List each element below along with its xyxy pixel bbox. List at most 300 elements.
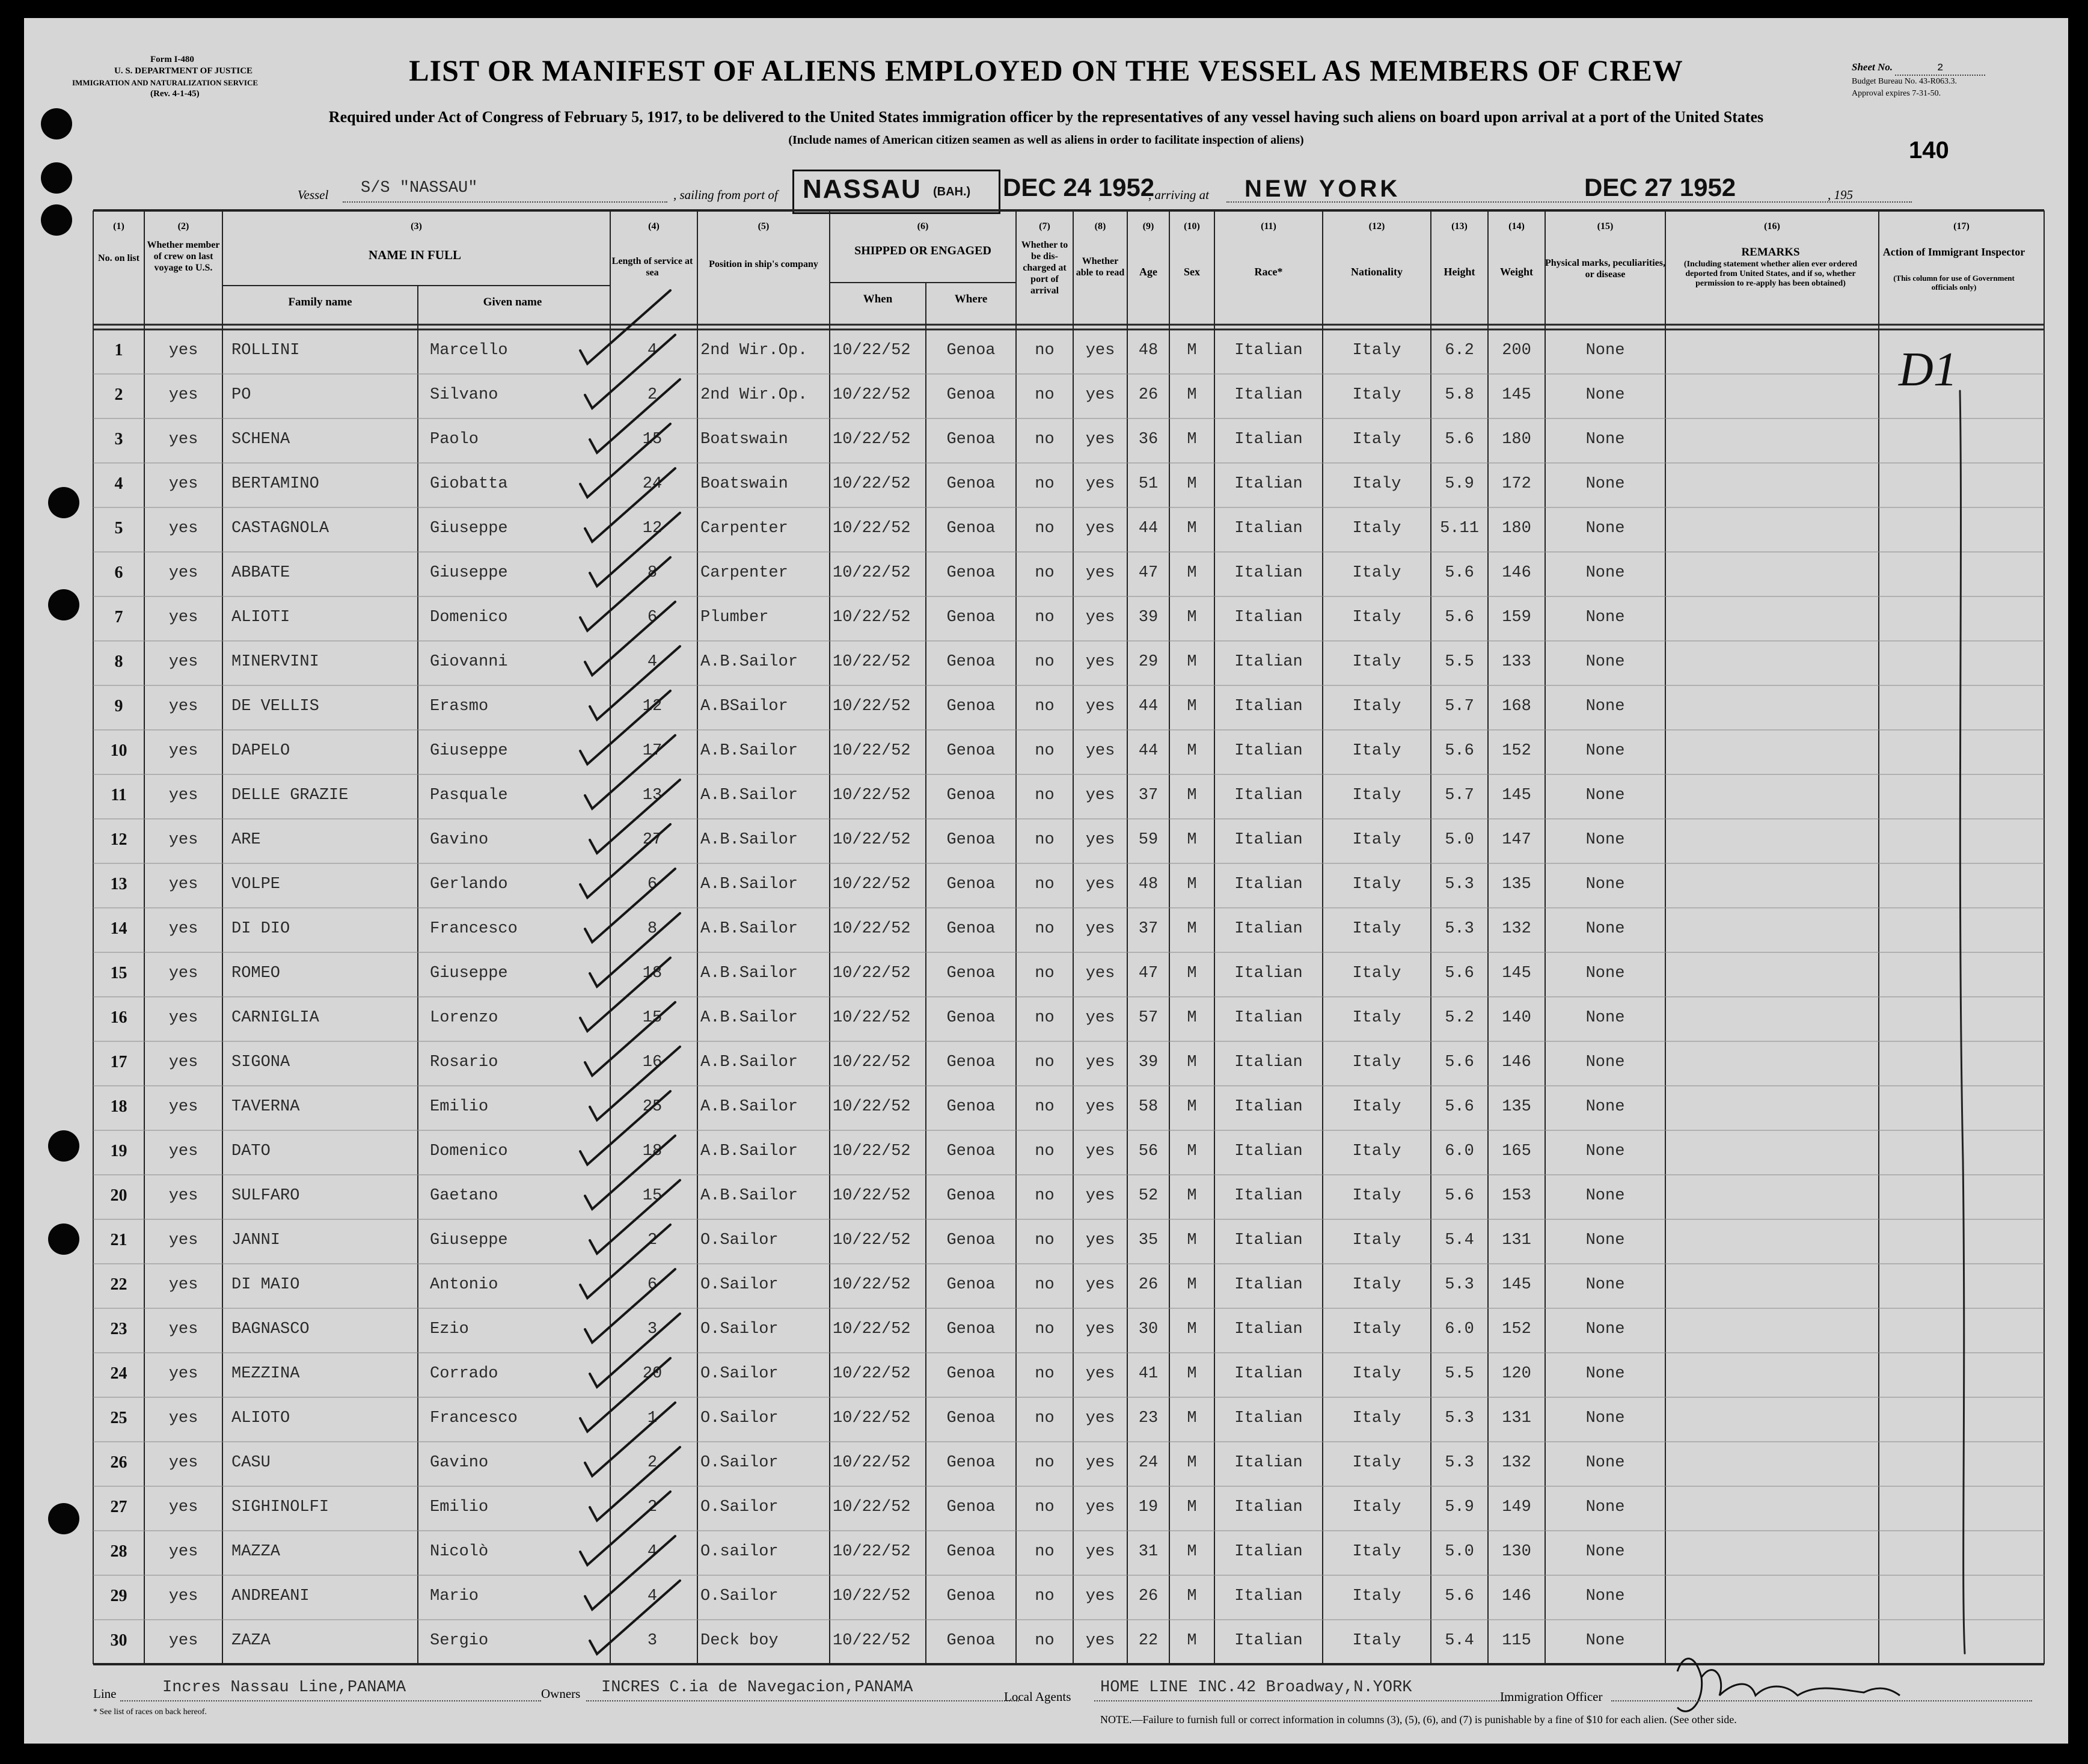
discharged-flag: no xyxy=(1035,1098,1055,1116)
header-weight: Weight xyxy=(1499,266,1533,278)
departure-port-note: (BAH.) xyxy=(933,185,971,198)
row-number: 13 xyxy=(110,875,127,893)
column-number: (15) xyxy=(1597,221,1614,231)
nationality: Italy xyxy=(1352,341,1401,360)
sex: M xyxy=(1187,786,1197,804)
discharged-flag: no xyxy=(1035,475,1055,493)
engaged-place: Genoa xyxy=(946,964,996,982)
discharged-flag: no xyxy=(1035,1543,1055,1561)
discharged-flag: no xyxy=(1035,653,1055,671)
engaged-date: 10/22/52 xyxy=(833,1409,911,1427)
can-read-flag: yes xyxy=(1085,1098,1115,1116)
engaged-date: 10/22/52 xyxy=(833,1142,911,1160)
service-length: 2 xyxy=(647,1231,658,1249)
can-read-flag: yes xyxy=(1085,1187,1115,1205)
height: 5.6 xyxy=(1445,964,1474,982)
given-name: Giuseppe xyxy=(430,564,508,582)
discharged-flag: no xyxy=(1035,341,1055,360)
discharged-flag: no xyxy=(1035,964,1055,982)
race: Italian xyxy=(1234,964,1303,982)
engaged-place: Genoa xyxy=(946,831,996,849)
height: 5.6 xyxy=(1445,1587,1474,1605)
can-read-flag: yes xyxy=(1085,1498,1115,1516)
column-number: (11) xyxy=(1261,221,1276,231)
row-number: 28 xyxy=(110,1542,127,1561)
sex: M xyxy=(1187,1009,1197,1027)
header-height: Height xyxy=(1444,266,1475,278)
engaged-date: 10/22/52 xyxy=(833,1320,911,1338)
weight: 147 xyxy=(1502,831,1531,849)
family-name: ALIOTI xyxy=(231,608,290,626)
race: Italian xyxy=(1234,1142,1303,1160)
crew-member-flag: yes xyxy=(168,1365,198,1383)
weight: 130 xyxy=(1502,1543,1531,1561)
family-name: DI MAIO xyxy=(231,1276,300,1294)
service-length: 8 xyxy=(647,920,658,938)
nationality: Italy xyxy=(1352,1409,1401,1427)
sex: M xyxy=(1187,1454,1197,1472)
engaged-date: 10/22/52 xyxy=(833,653,911,671)
discharged-flag: no xyxy=(1035,1053,1055,1071)
age: 36 xyxy=(1138,430,1159,449)
crew-member-flag: yes xyxy=(168,1409,198,1427)
nationality: Italy xyxy=(1352,1543,1401,1561)
can-read-flag: yes xyxy=(1085,1365,1115,1383)
family-name: VOLPE xyxy=(231,875,281,893)
service-length: 4 xyxy=(647,653,658,671)
age: 48 xyxy=(1138,341,1159,360)
discharged-flag: no xyxy=(1035,1187,1055,1205)
service-length: 15 xyxy=(642,1009,663,1027)
row-number: 6 xyxy=(114,563,123,582)
family-name: ZAZA xyxy=(231,1632,271,1650)
ship-position: A.B.Sailor xyxy=(700,1142,798,1160)
column-number: (3) xyxy=(411,221,422,231)
race: Italian xyxy=(1234,1409,1303,1427)
age: 30 xyxy=(1138,1320,1159,1338)
check-mark xyxy=(580,1091,670,1165)
engaged-place: Genoa xyxy=(946,1098,996,1116)
given-name: Sergio xyxy=(430,1632,489,1650)
page-subtitle: Required under Act of Congress of February 5, 1917, to be delivered to the United States immigration officer by the representatives of any vessel having such aliens on board upon arrival at a port of the United States xyxy=(328,108,1764,126)
family-name: PO xyxy=(231,386,251,404)
engaged-date: 10/22/52 xyxy=(833,1632,911,1650)
check-mark xyxy=(590,1447,680,1521)
weight: 149 xyxy=(1502,1498,1531,1516)
family-name: DATO xyxy=(231,1142,271,1160)
can-read-flag: yes xyxy=(1085,1276,1115,1294)
row-number: 12 xyxy=(110,830,127,849)
given-name: Giuseppe xyxy=(430,1231,508,1249)
punch-hole xyxy=(48,1223,79,1255)
height: 5.3 xyxy=(1445,1276,1474,1294)
service-length: 12 xyxy=(642,697,663,715)
ship-position: A.B.Sailor xyxy=(700,964,798,982)
row-number: 19 xyxy=(110,1142,127,1160)
sex: M xyxy=(1187,697,1197,715)
age: 44 xyxy=(1138,697,1159,715)
crew-member-flag: yes xyxy=(168,1009,198,1027)
physical-marks: None xyxy=(1585,386,1625,404)
header-race: Race* xyxy=(1254,266,1283,278)
page-number: 140 xyxy=(1909,137,1949,164)
engaged-date: 10/22/52 xyxy=(833,1276,911,1294)
can-read-flag: yes xyxy=(1085,742,1115,760)
discharged-flag: no xyxy=(1035,697,1055,715)
family-name: ROLLINI xyxy=(231,341,300,360)
engaged-place: Genoa xyxy=(946,430,996,449)
header-sex: Sex xyxy=(1184,266,1200,278)
service-length: 2 xyxy=(647,386,658,404)
sex: M xyxy=(1187,1409,1197,1427)
crew-member-flag: yes xyxy=(168,1454,198,1472)
discharged-flag: no xyxy=(1035,1231,1055,1249)
owners-fill xyxy=(586,1700,1019,1701)
sex: M xyxy=(1187,1365,1197,1383)
row-number: 4 xyxy=(114,474,123,493)
physical-marks: None xyxy=(1585,341,1625,360)
height: 5.0 xyxy=(1445,1543,1474,1561)
punch-hole xyxy=(48,589,79,620)
engaged-place: Genoa xyxy=(946,786,996,804)
engaged-date: 10/22/52 xyxy=(833,1187,911,1205)
sex: M xyxy=(1187,875,1197,893)
family-name: CARNIGLIA xyxy=(231,1009,319,1027)
check-mark xyxy=(585,602,675,675)
nationality: Italy xyxy=(1352,1498,1401,1516)
weight: 140 xyxy=(1502,1009,1531,1027)
physical-marks: None xyxy=(1585,1409,1625,1427)
check-mark xyxy=(590,1314,680,1387)
nationality: Italy xyxy=(1352,430,1401,449)
race: Italian xyxy=(1234,1098,1303,1116)
given-name: Domenico xyxy=(430,608,508,626)
engaged-place: Genoa xyxy=(946,519,996,537)
height: 6.0 xyxy=(1445,1142,1474,1160)
nationality: Italy xyxy=(1352,608,1401,626)
height: 5.6 xyxy=(1445,1098,1474,1116)
physical-marks: None xyxy=(1585,1454,1625,1472)
shipping-line: Incres Nassau Line,PANAMA xyxy=(162,1679,406,1697)
family-name: SCHENA xyxy=(231,430,290,449)
race: Italian xyxy=(1234,430,1303,449)
race: Italian xyxy=(1234,742,1303,760)
row-number: 9 xyxy=(114,697,123,715)
row-number: 8 xyxy=(114,652,123,671)
given-name: Rosario xyxy=(430,1053,498,1071)
weight: 180 xyxy=(1502,430,1531,449)
nationality: Italy xyxy=(1352,1187,1401,1205)
family-name: ABBATE xyxy=(231,564,290,582)
header-when: When xyxy=(863,293,893,305)
can-read-flag: yes xyxy=(1085,697,1115,715)
physical-marks: None xyxy=(1585,1498,1625,1516)
check-mark xyxy=(585,335,675,408)
physical-marks: None xyxy=(1585,1365,1625,1383)
service-length: 15 xyxy=(642,1187,663,1205)
row-number: 30 xyxy=(110,1631,127,1650)
weight: 145 xyxy=(1502,786,1531,804)
race: Italian xyxy=(1234,564,1303,582)
physical-marks: None xyxy=(1585,831,1625,849)
discharged-flag: no xyxy=(1035,1454,1055,1472)
nationality: Italy xyxy=(1352,964,1401,982)
nationality: Italy xyxy=(1352,1632,1401,1650)
column-number: (5) xyxy=(758,221,770,231)
row-number: 5 xyxy=(114,519,123,537)
engaged-place: Genoa xyxy=(946,386,996,404)
check-mark xyxy=(590,780,680,853)
column-number: (8) xyxy=(1094,221,1106,231)
service-name: IMMIGRATION AND NATURALIZATION SERVICE xyxy=(72,78,259,87)
sex: M xyxy=(1187,386,1197,404)
row-number: 11 xyxy=(111,786,127,804)
height: 6.2 xyxy=(1445,341,1474,360)
local-agents-label: Local Agents xyxy=(1004,1689,1071,1704)
agents-fill xyxy=(1094,1700,1509,1701)
check-mark xyxy=(590,513,680,586)
given-name: Gavino xyxy=(430,831,489,849)
crew-member-flag: yes xyxy=(168,1187,198,1205)
vessel-owners: INCRES C.ia de Navegacion,PANAMA xyxy=(601,1679,913,1697)
header-length-of-service: Length of service at sea xyxy=(611,256,693,278)
nationality: Italy xyxy=(1352,1587,1401,1605)
engaged-date: 10/22/52 xyxy=(833,475,911,493)
can-read-flag: yes xyxy=(1085,831,1115,849)
crew-member-flag: yes xyxy=(168,608,198,626)
engaged-place: Genoa xyxy=(946,1009,996,1027)
physical-marks: None xyxy=(1585,564,1625,582)
header-shipped-engaged: SHIPPED OR ENGAGED xyxy=(854,244,991,257)
age: 47 xyxy=(1138,564,1159,582)
ship-position: O.Sailor xyxy=(700,1365,779,1383)
discharged-flag: no xyxy=(1035,1365,1055,1383)
age: 24 xyxy=(1138,1454,1159,1472)
sex: M xyxy=(1187,831,1197,849)
sex: M xyxy=(1187,1276,1197,1294)
sex: M xyxy=(1187,742,1197,760)
engaged-place: Genoa xyxy=(946,697,996,715)
column-number: (4) xyxy=(648,221,660,231)
engaged-date: 10/22/52 xyxy=(833,875,911,893)
sex: M xyxy=(1187,1320,1197,1338)
height: 5.3 xyxy=(1445,1454,1474,1472)
service-length: 16 xyxy=(642,1053,663,1071)
sheet-number-label: Sheet No. xyxy=(1852,61,1893,73)
discharged-flag: no xyxy=(1035,786,1055,804)
vessel-name: S/S "NASSAU" xyxy=(361,179,478,197)
row-number: 27 xyxy=(110,1498,127,1516)
family-name: DAPELO xyxy=(231,742,290,760)
family-name: ROMEO xyxy=(231,964,281,982)
column-number: (2) xyxy=(177,221,189,231)
given-name: Nicolò xyxy=(430,1543,489,1561)
weight: 135 xyxy=(1502,1098,1531,1116)
given-name: Erasmo xyxy=(430,697,489,715)
weight: 180 xyxy=(1502,519,1531,537)
nationality: Italy xyxy=(1352,653,1401,671)
physical-marks: None xyxy=(1585,430,1625,449)
family-name: TAVERNA xyxy=(231,1098,300,1116)
service-length: 27 xyxy=(642,831,663,849)
weight: 172 xyxy=(1502,475,1531,493)
age: 57 xyxy=(1138,1009,1159,1027)
departure-date-stamp: DEC 24 1952 xyxy=(1003,173,1155,201)
nationality: Italy xyxy=(1352,920,1401,938)
row-number: 25 xyxy=(110,1409,127,1427)
age: 59 xyxy=(1138,831,1159,849)
weight: 146 xyxy=(1502,1053,1531,1071)
family-name: SIGHINOLFI xyxy=(231,1498,329,1516)
race: Italian xyxy=(1234,608,1303,626)
can-read-flag: yes xyxy=(1085,475,1115,493)
race: Italian xyxy=(1234,1543,1303,1561)
engaged-place: Genoa xyxy=(946,653,996,671)
nationality: Italy xyxy=(1352,1098,1401,1116)
form-number: Form I-480 xyxy=(150,55,194,64)
physical-marks: None xyxy=(1585,519,1625,537)
ship-position: A.B.Sailor xyxy=(700,1009,798,1027)
officer-signature xyxy=(1677,1659,1900,1712)
age: 26 xyxy=(1138,386,1159,404)
race: Italian xyxy=(1234,1187,1303,1205)
engaged-place: Genoa xyxy=(946,1632,996,1650)
height: 5.0 xyxy=(1445,831,1474,849)
department-name: U. S. DEPARTMENT OF JUSTICE xyxy=(114,66,253,76)
engaged-date: 10/22/52 xyxy=(833,1587,911,1605)
ship-position: Deck boy xyxy=(700,1632,779,1650)
given-name: Mario xyxy=(430,1587,479,1605)
sex: M xyxy=(1187,1187,1197,1205)
row-number: 15 xyxy=(110,964,127,982)
age: 37 xyxy=(1138,920,1159,938)
row-number: 20 xyxy=(110,1186,127,1205)
row-number: 7 xyxy=(114,608,123,626)
race: Italian xyxy=(1234,386,1303,404)
service-length: 4 xyxy=(647,341,658,360)
nationality: Italy xyxy=(1352,1365,1401,1383)
sex: M xyxy=(1187,1543,1197,1561)
age: 51 xyxy=(1138,475,1159,493)
age: 23 xyxy=(1138,1409,1159,1427)
service-length: 6 xyxy=(647,608,658,626)
header-nationality: Nationality xyxy=(1350,266,1403,278)
can-read-flag: yes xyxy=(1085,564,1115,582)
header-remarks: REMARKS xyxy=(1741,246,1800,259)
crew-member-flag: yes xyxy=(168,1587,198,1605)
service-length: 6 xyxy=(647,875,658,893)
weight: 165 xyxy=(1502,1142,1531,1160)
age: 47 xyxy=(1138,964,1159,982)
discharged-flag: no xyxy=(1035,1320,1055,1338)
engaged-date: 10/22/52 xyxy=(833,1231,911,1249)
family-name: MAZZA xyxy=(231,1543,281,1561)
service-length: 4 xyxy=(647,1587,658,1605)
race: Italian xyxy=(1234,1498,1303,1516)
family-name: DELLE GRAZIE xyxy=(231,786,349,804)
row-number: 26 xyxy=(110,1453,127,1472)
header-where: Where xyxy=(954,293,988,305)
owners-label: Owners xyxy=(541,1686,581,1701)
nationality: Italy xyxy=(1352,1320,1401,1338)
service-length: 2 xyxy=(647,1454,658,1472)
physical-marks: None xyxy=(1585,697,1625,715)
age: 56 xyxy=(1138,1142,1159,1160)
can-read-flag: yes xyxy=(1085,786,1115,804)
engaged-date: 10/22/52 xyxy=(833,341,911,360)
arrival-port-stamp: NEW YORK xyxy=(1245,176,1401,202)
physical-marks: None xyxy=(1585,1009,1625,1027)
given-name: Paolo xyxy=(430,430,479,449)
header-age: Age xyxy=(1139,266,1157,278)
engaged-place: Genoa xyxy=(946,1231,996,1249)
ship-position: 2nd Wir.Op. xyxy=(700,341,808,360)
given-name: Silvano xyxy=(430,386,498,404)
check-mark xyxy=(590,1581,680,1654)
race: Italian xyxy=(1234,475,1303,493)
discharged-flag: no xyxy=(1035,1276,1055,1294)
nationality: Italy xyxy=(1352,831,1401,849)
engaged-place: Genoa xyxy=(946,1543,996,1561)
physical-marks: None xyxy=(1585,608,1625,626)
row-number: 14 xyxy=(110,919,127,938)
crew-member-flag: yes xyxy=(168,1498,198,1516)
can-read-flag: yes xyxy=(1085,341,1115,360)
engaged-date: 10/22/52 xyxy=(833,920,911,938)
crew-member-flag: yes xyxy=(168,920,198,938)
column-number: (13) xyxy=(1451,221,1468,231)
nationality: Italy xyxy=(1352,1276,1401,1294)
check-mark xyxy=(585,1536,675,1609)
row-number: 22 xyxy=(110,1275,127,1294)
engaged-place: Genoa xyxy=(946,920,996,938)
crew-member-flag: yes xyxy=(168,519,198,537)
check-mark xyxy=(580,691,670,764)
race: Italian xyxy=(1234,786,1303,804)
nationality: Italy xyxy=(1352,475,1401,493)
inspector-mark: D1 xyxy=(1899,343,1958,396)
age: 19 xyxy=(1138,1498,1159,1516)
physical-marks: None xyxy=(1585,475,1625,493)
family-name: MEZZINA xyxy=(231,1365,300,1383)
height: 6.0 xyxy=(1445,1320,1474,1338)
approval-expiry: Approval expires 7-31-50. xyxy=(1852,89,1941,98)
check-mark xyxy=(580,958,670,1031)
ship-position: A.B.Sailor xyxy=(700,742,798,760)
physical-marks: None xyxy=(1585,1320,1625,1338)
height: 5.3 xyxy=(1445,920,1474,938)
sex: M xyxy=(1187,564,1197,582)
check-mark xyxy=(580,424,670,497)
height: 5.9 xyxy=(1445,1498,1474,1516)
age: 22 xyxy=(1138,1632,1159,1650)
height: 5.4 xyxy=(1445,1632,1474,1650)
can-read-flag: yes xyxy=(1085,1632,1115,1650)
discharged-flag: no xyxy=(1035,875,1055,893)
check-marks xyxy=(580,290,680,1654)
weight: 115 xyxy=(1502,1632,1531,1650)
check-mark xyxy=(590,379,680,453)
engaged-date: 10/22/52 xyxy=(833,964,911,982)
nationality: Italy xyxy=(1352,1231,1401,1249)
family-name: MINERVINI xyxy=(231,653,319,671)
column-number: (14) xyxy=(1508,221,1525,231)
check-mark xyxy=(580,557,670,631)
budget-bureau-number: Budget Bureau No. 43-R063.3. xyxy=(1852,77,1957,86)
engaged-place: Genoa xyxy=(946,1409,996,1427)
row-number: 18 xyxy=(110,1097,127,1116)
column-number: (1) xyxy=(113,221,124,231)
